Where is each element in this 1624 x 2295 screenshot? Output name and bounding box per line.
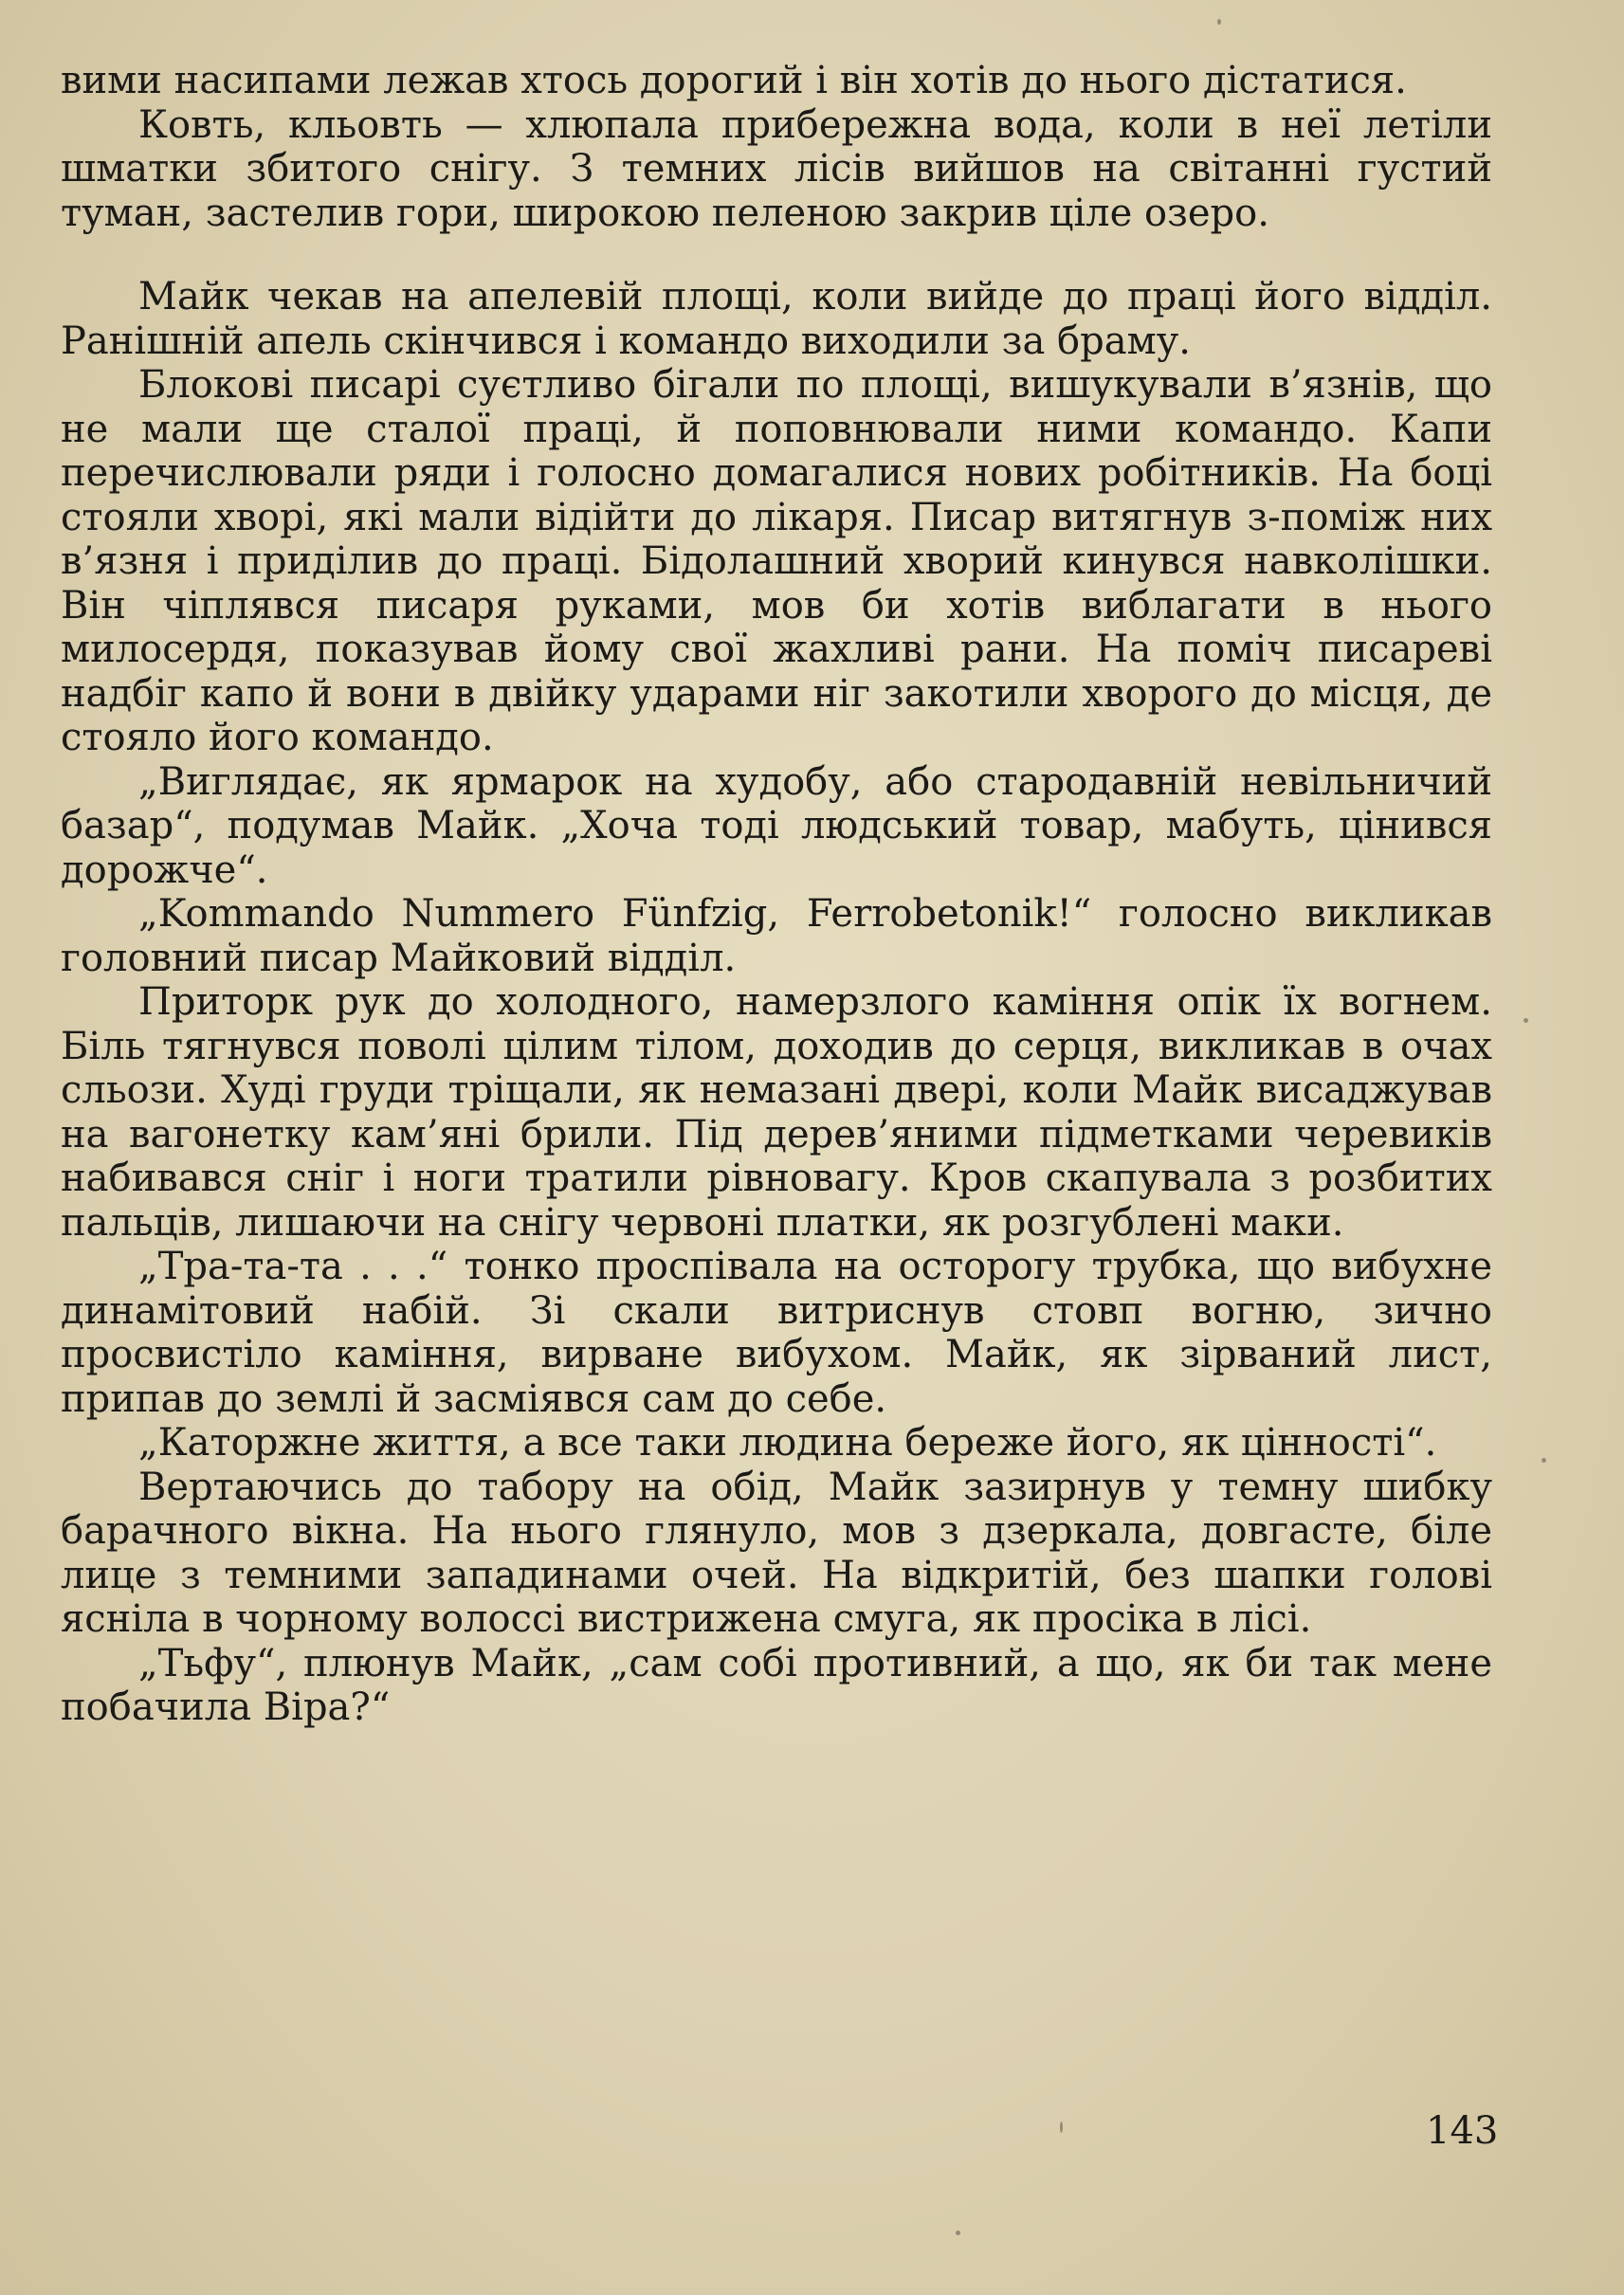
paragraph-7: Приторк рук до холодного, намерзлого каміння опік їх вогнем. Біль тягнувся поволі цілим тілом, доходив до серця, викликав в очах сльози. Худі груди тріщали, як немазані двері, коли Майк висаджував на вагонетку кам’яні брили. Під дерев’яними підметками черевиків набивався сніг і ноги тратили рівновагу. Кров скапувала з розбитих пальців, лишаючи на снігу червоні платки, як розгублені маки. <box>61 980 1492 1245</box>
paragraph-3: Майк чекав на апелевій площі, коли вийде до праці його відділ. Ранішній апель скінчився і командо виходили за браму. <box>61 275 1492 363</box>
paragraph-6: „Kommando Nummero Fünfzig, Ferrobetonik!“ голосно викликав головний писар Майковий відділ. <box>61 892 1492 980</box>
paragraph-11: „Тьфу“, плюнув Майк, „сам собі противний, а що, як би так мене побачила Віра?“ <box>61 1641 1492 1729</box>
paragraph-5: „Виглядає, як ярмарок на худобу, або стародавній невільничий базар“, подумав Майк. „Хоча тоді людський товар, мабуть, цінився дорожче“. <box>61 759 1492 892</box>
paragraph-8: „Тра-та-та . . .“ тонко проспівала на осторогу трубка, що вибухне динамітовий набій. Зі скали витриснув стовп вогню, зично просвистіло каміння, вирване вибухом. Майк, як зірваний лист, припав до землі й засміявся сам до себе. <box>61 1245 1492 1421</box>
paper-speck <box>1524 1018 1528 1023</box>
body-text <box>61 59 1492 1730</box>
paragraph-10: Вертаючись до табору на обід, Майк зазирнув у темну шибку барачного вікна. На нього глянуло, мов з дзеркала, довгасте, біле лице з темними западинами очей. На відкритій, без шапки голові ясніла в чорному волоссі вистрижена смуга, як просіка в лісі. <box>61 1465 1492 1641</box>
paper-speck <box>1542 1458 1546 1463</box>
paragraph-9: „Каторжне життя, а все таки людина береже його, як цінності“. <box>138 1421 1437 1465</box>
paper-speck <box>956 2231 960 2235</box>
page-number: 143 <box>1426 2109 1499 2153</box>
paper-speck <box>1060 2122 1063 2133</box>
paragraph-4: Блокові писарі суєтливо бігали по площі, вишукували в’язнів, що не мали ще сталої праці, й поповнювали ними командо. Капи перечислювали ряди і голосно домагалися нових робітників. На боці стояли хворі, які мали відійти до лікаря. Писар витягнув з-поміж них в’язня і приділив до праці. Бідолашний хворий кинувся навколішки. Він чіплявся писаря руками, мов би хотів виблагати в нього милосердя, показував йому свої жахливі рани. На поміч писареві надбіг капо й вони в двійку ударами ніг закотили хворого до місця, де стояло його командо. <box>61 363 1492 759</box>
paper-speck <box>1217 19 1221 25</box>
paragraph-1: вими насипами лежав хтось дорогий і він хотів до нього дістатися. <box>61 59 1407 102</box>
paragraph-2: Ковть, кльовть — хлюпала прибережна вода, коли в неї летіли шматки збитого снігу. З темних лісів вийшов на світанні густий туман, застелив гори, широкою пеленою закрив ціле озеро. <box>61 102 1492 235</box>
